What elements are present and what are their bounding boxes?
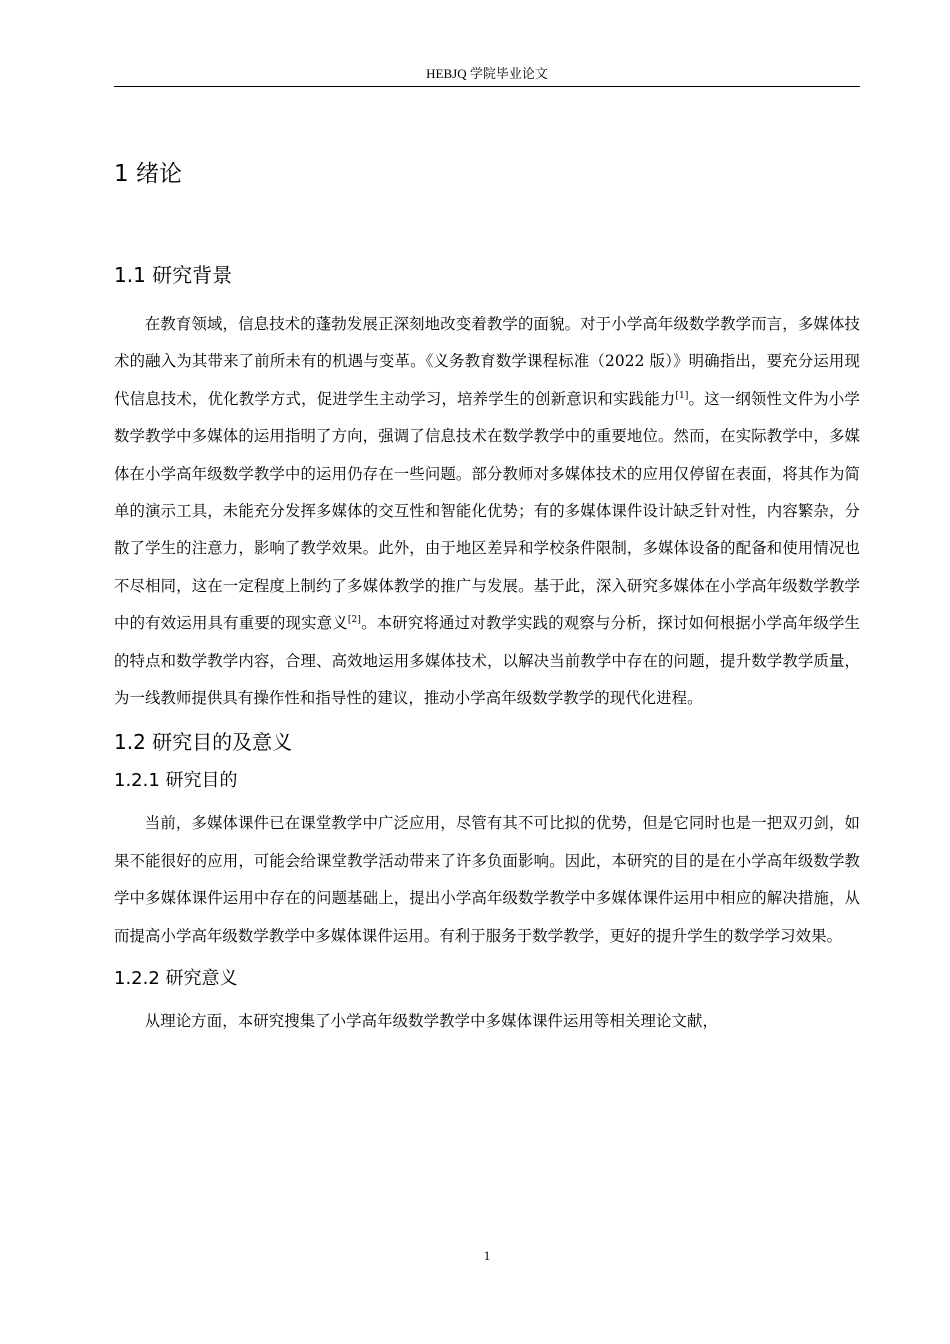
- page-number: 1: [483, 1248, 491, 1263]
- spacer: [114, 955, 860, 965]
- section-heading-1-2: 1.2 研究目的及意义: [114, 730, 293, 755]
- spacer: [114, 190, 860, 260]
- background-paragraph: [114, 306, 860, 717]
- paragraph-text: 在教育领域，信息技术的蓬勃发展正深刻地改变着教学的面貌。对于小学高年级数学教学而言，多媒体技术的融入为其带来了前所未有的机遇与变革。《义务教育数学课程标准（2022 版）》明确指出，要充分运用现代信息技术，优化教学方式，促进学生主动学习，培养学生的创新意识和实践能力: [114, 315, 860, 408]
- chapter-title: 1 绪论: [114, 161, 182, 187]
- spacer: [114, 757, 860, 767]
- citation-2: [2]: [347, 615, 361, 626]
- subsection-heading-1-2-2: 1.2.2 研究意义: [114, 968, 238, 990]
- paragraph-text: 。这一纲领性文件为小学数学教学中多媒体的运用指明了方向，强调了信息技术在数学教学中的重要地位。然而，在实际教学中，多媒体在小学高年级数学教学中的运用仍存在一些问题。部分教师对多媒体技术的应用仅停留在表面，将其作为简单的演示工具，未能充分发挥多媒体的交互性和智能化优势；有的多媒体课件设计缺乏针对性，内容繁杂，分散了学生的注意力，影响了教学效果。此外，由于地区差异和学校条件限制，多媒体设备的配备和使用情况也不尽相同，这在一定程度上制约了多媒体教学的推广与发展。基于此，深入研究多媒体在小学高年级数学教学中的有效运用具有重要的现实意义: [114, 389, 860, 633]
- citation-1: [1]: [675, 390, 689, 401]
- section-heading-1-1: 1.1 研究背景: [114, 263, 233, 287]
- spacer: [114, 993, 860, 1003]
- spacer: [114, 290, 860, 306]
- significance-paragraph: 从理论方面，本研究搜集了小学高年级数学教学中多媒体课件运用等相关理论文献，: [144, 1012, 718, 1031]
- spacer: [114, 795, 860, 805]
- subsection-heading-1-2-1: 1.2.1 研究目的: [114, 770, 238, 792]
- paragraph-text: 。本研究将通过对教学实践的观察与分析，探讨如何根据小学高年级学生的特点和数学教学内容，合理、高效地运用多媒体技术，以解决当前教学中存在的问题，提升数学教学质量，为一线教师提供具有操作性和指导性的建议，推动小学高年级数学教学的现代化进程。: [114, 614, 860, 708]
- purpose-paragraph: 当前，多媒体课件已在课堂教学中广泛应用，尽管有其不可比拟的优势，但是它同时也是一把双刃剑，如果不能很好的应用，可能会给课堂教学活动带来了许多负面影响。因此，本研究的目的是在小学高年级数学教学中多媒体课件运用中存在的问题基础上，提出小学高年级数学教学中多媒体课件运用中相应的解决措施，从而提高小学高年级数学教学中多媒体课件运用。有利于服务于数学教学，更好的提升学生的数学学习效果。: [114, 814, 860, 945]
- header-divider: [114, 86, 860, 87]
- page-body: [114, 158, 860, 1041]
- running-header: HEBJQ 学院毕业论文: [426, 66, 548, 81]
- spacer: [114, 717, 860, 727]
